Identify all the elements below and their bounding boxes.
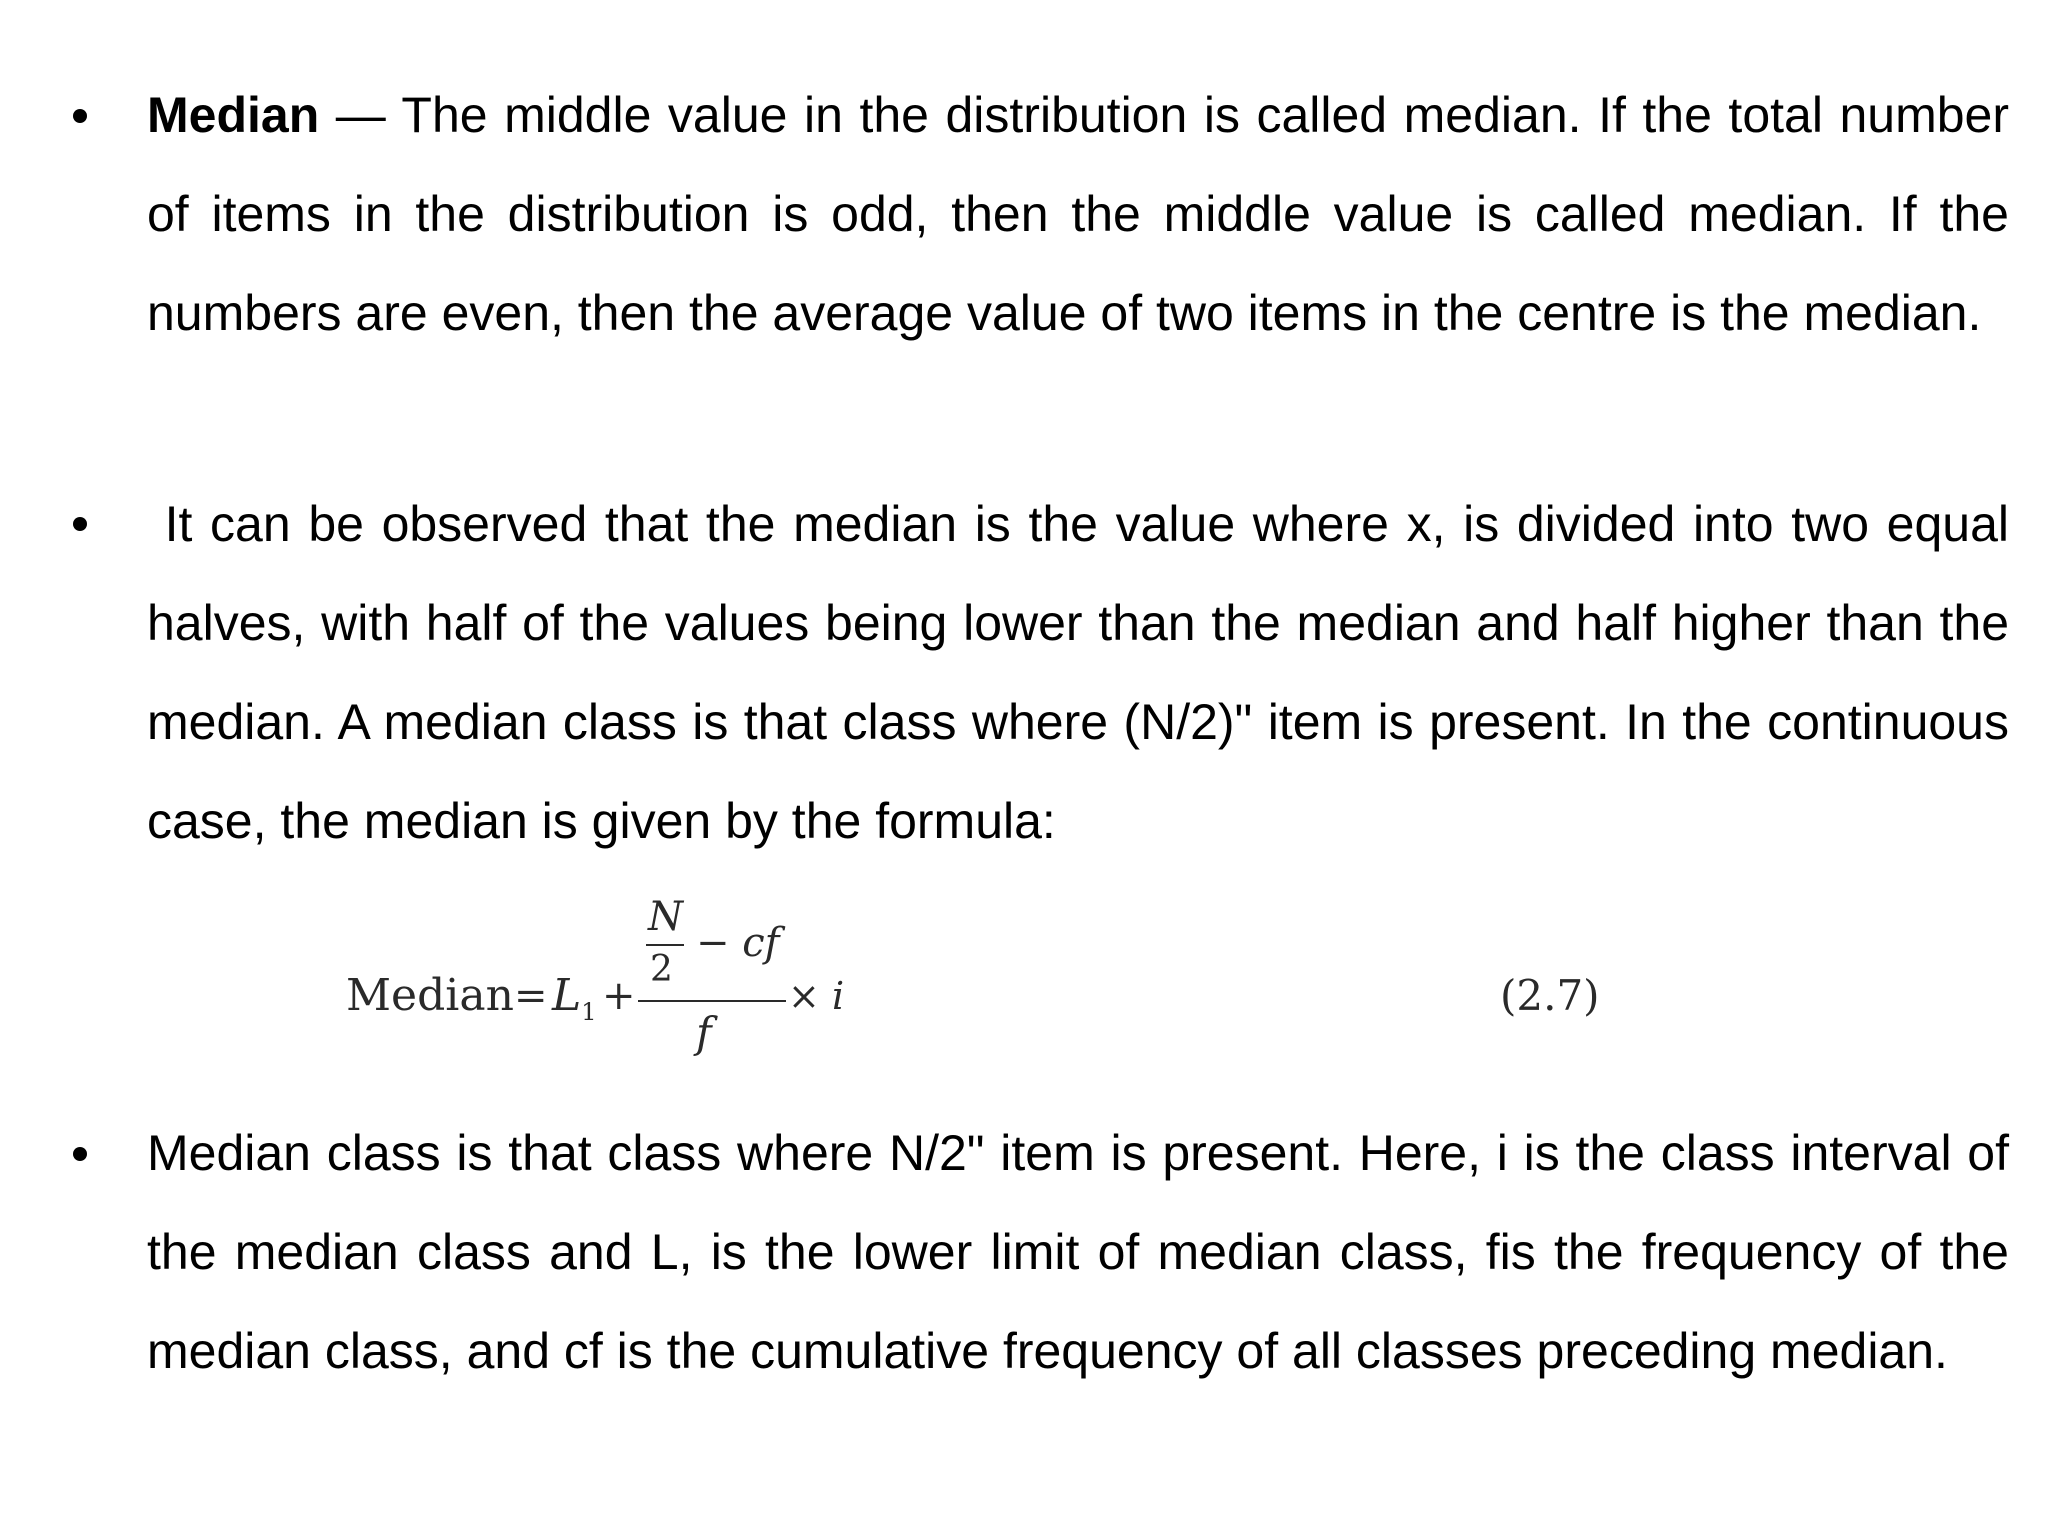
formula-i: i xyxy=(831,974,845,1018)
formula-denominator: f xyxy=(696,1008,712,1057)
term-median: Median xyxy=(147,87,320,143)
formula-minus-cf xyxy=(696,920,779,966)
bullet-text xyxy=(147,66,2009,363)
bullet-text: It can be observed that the median is the value where x, is divided into two equal halves, with half of the values being lower than the median and half higher than the median. A median class is that class where (N/2)" item is present. In the continuous case, the median is given by the formula: xyxy=(147,496,2023,849)
formula-inner-fraction-bar xyxy=(646,944,684,946)
formula-equals: = xyxy=(514,973,548,1019)
formula-plus: + xyxy=(602,973,636,1019)
formula-minus: − xyxy=(696,920,730,966)
bullet-text: Median class is that class where N/2" item is present. Here, i is the class interval of the median class and L, is the lower limit of median class, fis the frequency of the median class, and cf is the cumulative frequency of all classes preceding median. xyxy=(147,1125,2009,1379)
formula-fraction-bar xyxy=(638,1000,786,1002)
bullet-dot-icon xyxy=(73,109,87,123)
definition-text: — The middle value in the distribution is called median. If the total number of items in the distribution is odd, then the middle value is called median. If the numbers are even, then the average value of two items in the centre is the median. xyxy=(147,87,2009,341)
formula-times: × xyxy=(788,974,820,1018)
formula-lhs: Median xyxy=(346,970,514,1021)
formula-cf: cf xyxy=(742,920,780,966)
formula-numerator-2: 2 xyxy=(650,949,673,990)
formula-L-subscript: 1 xyxy=(581,997,597,1026)
formula-L: L xyxy=(552,970,582,1021)
formula-times-i xyxy=(788,972,844,1020)
equation-number: (2.7) xyxy=(1500,971,1600,1020)
median-formula xyxy=(330,880,1650,1080)
formula-numerator-N: N xyxy=(648,894,683,940)
bullet-dot-icon xyxy=(73,1147,87,1161)
formula-lower-limit xyxy=(552,972,597,1036)
bullet-dot-icon xyxy=(73,517,87,531)
